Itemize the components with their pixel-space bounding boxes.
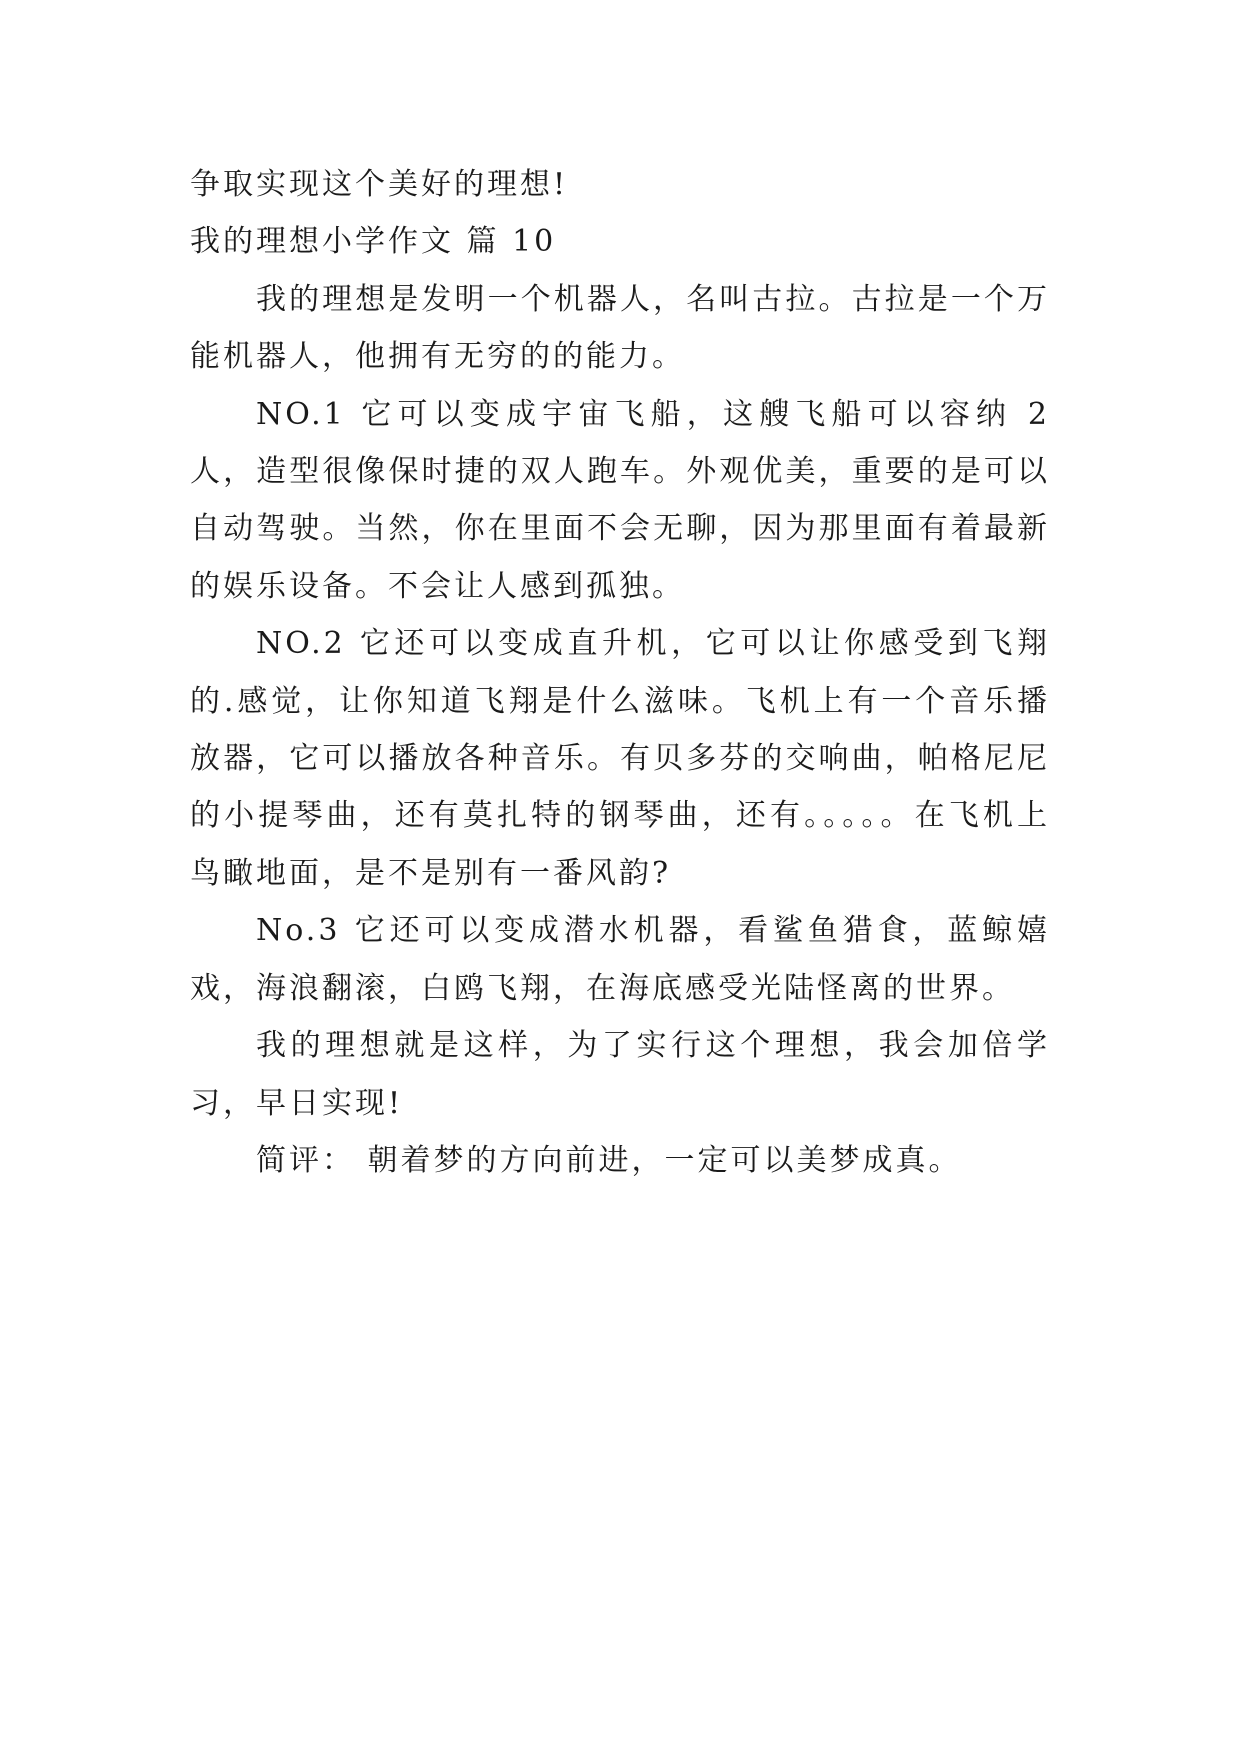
paragraph-no2: NO.2 它还可以变成直升机，它可以让你感受到飞翔的.感觉，让你知道飞翔是什么滋味。飞机上有一个音乐播放器，它可以播放各种音乐。有贝多芬的交响曲，帕格尼尼的小提琴曲，还有莫扎特的钢琴曲，还有。。。。。在飞机上鸟瞰地面，是不是别有一番风韵? [190,626,1050,891]
paragraph-no3: No.3 它还可以变成潜水机器，看鲨鱼猎食，蓝鲸嬉戏，海浪翻滚，白鸥飞翔，在海底感受光陆怪离的世界。 [190,913,1050,1006]
paragraph-no1: NO.1 它可以变成宇宙飞船，这艘飞船可以容纳 2 人，造型很像保时捷的双人跑车。外观优美，重要的是可以自动驾驶。当然，你在里面不会无聊，因为那里面有着最新的娱乐设备。不会让人感到孤独。 [190,396,1050,604]
paragraph-comment: 简评： 朝着梦的方向前进，一定可以美梦成真。 [256,1142,962,1178]
paragraph-closing-line: 争取实现这个美好的理想! [190,167,569,202]
paragraph-conclusion: 我的理想就是这样，为了实行这个理想，我会加倍学习，早日实现! [190,1028,1050,1121]
paragraph-intro: 我的理想是发明一个机器人，名叫古拉。古拉是一个万能机器人，他拥有无穷的的能力。 [190,281,1050,375]
essay-heading: 我的理想小学作文 篇 10 [190,224,557,260]
document-body [190,156,1050,1189]
